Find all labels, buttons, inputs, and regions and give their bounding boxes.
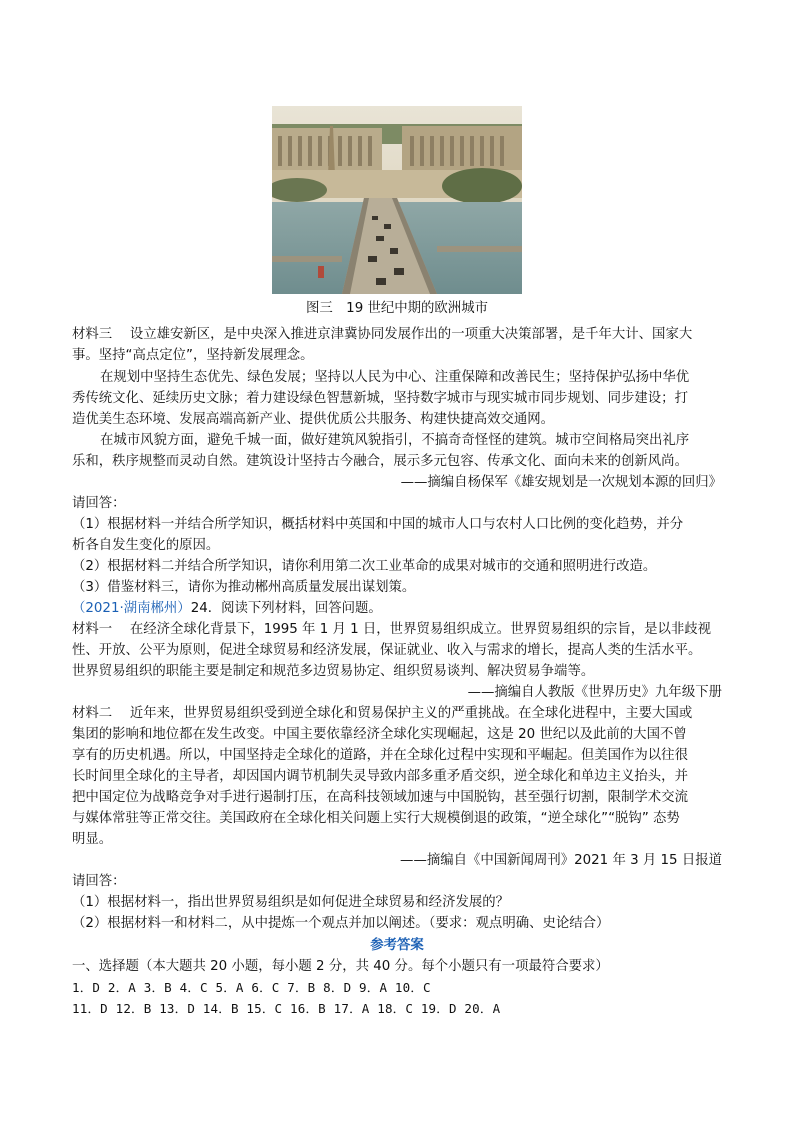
material1-line: 世界贸易组织的职能主要是制定和规范多边贸易协定、组织贸易谈判、解决贸易争端等。 xyxy=(72,664,595,679)
answers-title xyxy=(72,936,722,956)
answers-title-text: 参考答案 xyxy=(370,938,424,953)
material3-line: 在城市风貌方面，避免千城一面，做好建筑风貌指引，不搞奇奇怪怪的建筑。城市空间格局突出礼序 xyxy=(100,433,690,448)
answers-row: 1．D 2．A 3．B 4．C 5．A 6．C 7．B 8．D 9．A 10．C xyxy=(72,980,431,995)
city-photo xyxy=(272,106,522,294)
questions-prompt: 请回答： xyxy=(72,496,126,511)
material3-line: 秀传统文化、延续历史文脉；着力建设绿色智慧新城，坚持数字城市与现实城市同步规划、同步建设；打 xyxy=(72,391,688,406)
q24-stem: 24．阅读下列材料，回答问题。 xyxy=(190,601,382,616)
material3-line: 造优美生态环境、发展高端高新产业、提供优质公共服务、构建快捷高效交通网。 xyxy=(72,412,555,427)
material2-line: 明显。 xyxy=(72,832,113,847)
source-tag: （2021·湖南郴州） xyxy=(72,601,191,616)
question-1-cont: 析各自发生变化的原因。 xyxy=(72,538,220,553)
question-2: （2）根据材料一和材料二，从中提炼一个观点并加以阐述。（要求：观点明确、史论结合） xyxy=(72,916,610,931)
question-1: （1）根据材料一，指出世界贸易组织是如何促进全球贸易和经济发展的？ xyxy=(72,895,510,910)
material3-line: 在规划中坚持生态优先、绿色发展；坚持以人民为中心、注重保障和改善民生；坚持保护弘扬中华优 xyxy=(100,370,690,385)
question-3: （3）借鉴材料三，请你为推动郴州高质量发展出谋划策。 xyxy=(72,580,416,595)
material3-source: ——摘编自杨保军《雄安规划是一次规划本源的回归》 xyxy=(400,475,722,490)
question-1: （1）根据材料一并结合所学知识，概括材料中英国和中国的城市人口与农村人口比例的变化趋势，并分 xyxy=(72,517,684,532)
material2-source: ——摘编自《中国新闻周刊》2021 年 3 月 15 日报道 xyxy=(400,853,722,868)
material3-line: 事。坚持“高点定位”，坚持新发展理念。 xyxy=(72,348,314,363)
material3-line: 材料三 设立雄安新区，是中央深入推进京津冀协同发展作出的一项重大决策部署，是千年大计、国家大 xyxy=(72,327,693,342)
material2-line: 材料二 近年来，世界贸易组织受到逆全球化和贸易保护主义的严重挑战。在全球化进程中，主要大国或 xyxy=(72,706,693,721)
material1-line: 材料一 在经济全球化背景下，1995 年 1 月 1 日，世界贸易组织成立。世界贸易组织的宗旨，是以非歧视 xyxy=(72,622,712,637)
q24-header xyxy=(72,599,722,619)
material2-line: 与媒体常驻等正常交往。美国政府在全球化相关问题上实行大规模倒退的政策，“逆全球化”“脱钩” 态势 xyxy=(72,811,680,826)
material2-line: 把中国定位为战略竞争对手进行遏制打压，在高科技领域加速与中国脱钩，甚至强行切割，限制学术交流 xyxy=(72,790,688,805)
material3-line: 乐和，秩序规整而灵动自然。建筑设计坚持古今融合，展示多元包容、传承文化、面向未来的创新风尚。 xyxy=(72,454,688,469)
material2-line: 集团的影响和地位都在发生改变。中国主要依靠经济全球化实现崛起，这是 20 世纪以及此前的大国不曾 xyxy=(72,727,687,742)
questions-prompt: 请回答： xyxy=(72,874,126,889)
answers-section-heading: 一、选择题（本大题共 20 小题，每小题 2 分，共 40 分。每个小题只有一项最符合要求） xyxy=(72,959,609,974)
question-2: （2）根据材料二并结合所学知识，请你利用第二次工业革命的成果对城市的交通和照明进行改造。 xyxy=(72,559,657,574)
material2-line: 长时间里全球化的主导者，却因国内调节机制失灵导致内部多重矛盾交织，逆全球化和单边主义抬头，并 xyxy=(72,769,688,784)
figure-caption: 图三 19 世纪中期的欧洲城市 xyxy=(306,301,488,316)
material1-source: ——摘编自人教版《世界历史》九年级下册 xyxy=(467,685,722,700)
material2-line: 享有的历史机遇。所以，中国坚持走全球化的道路，并在全球化过程中实现和平崛起。但美国作为以往很 xyxy=(72,748,688,763)
answers-row: 11．D 12．B 13．D 14．B 15．C 16．B 17．A 18．C 19．D 20．A xyxy=(72,1001,501,1016)
material1-line: 性、开放、公平为原则，促进全球贸易和经济发展，保证就业、收入与需求的增长，提高人类的生活水平。 xyxy=(72,643,702,658)
